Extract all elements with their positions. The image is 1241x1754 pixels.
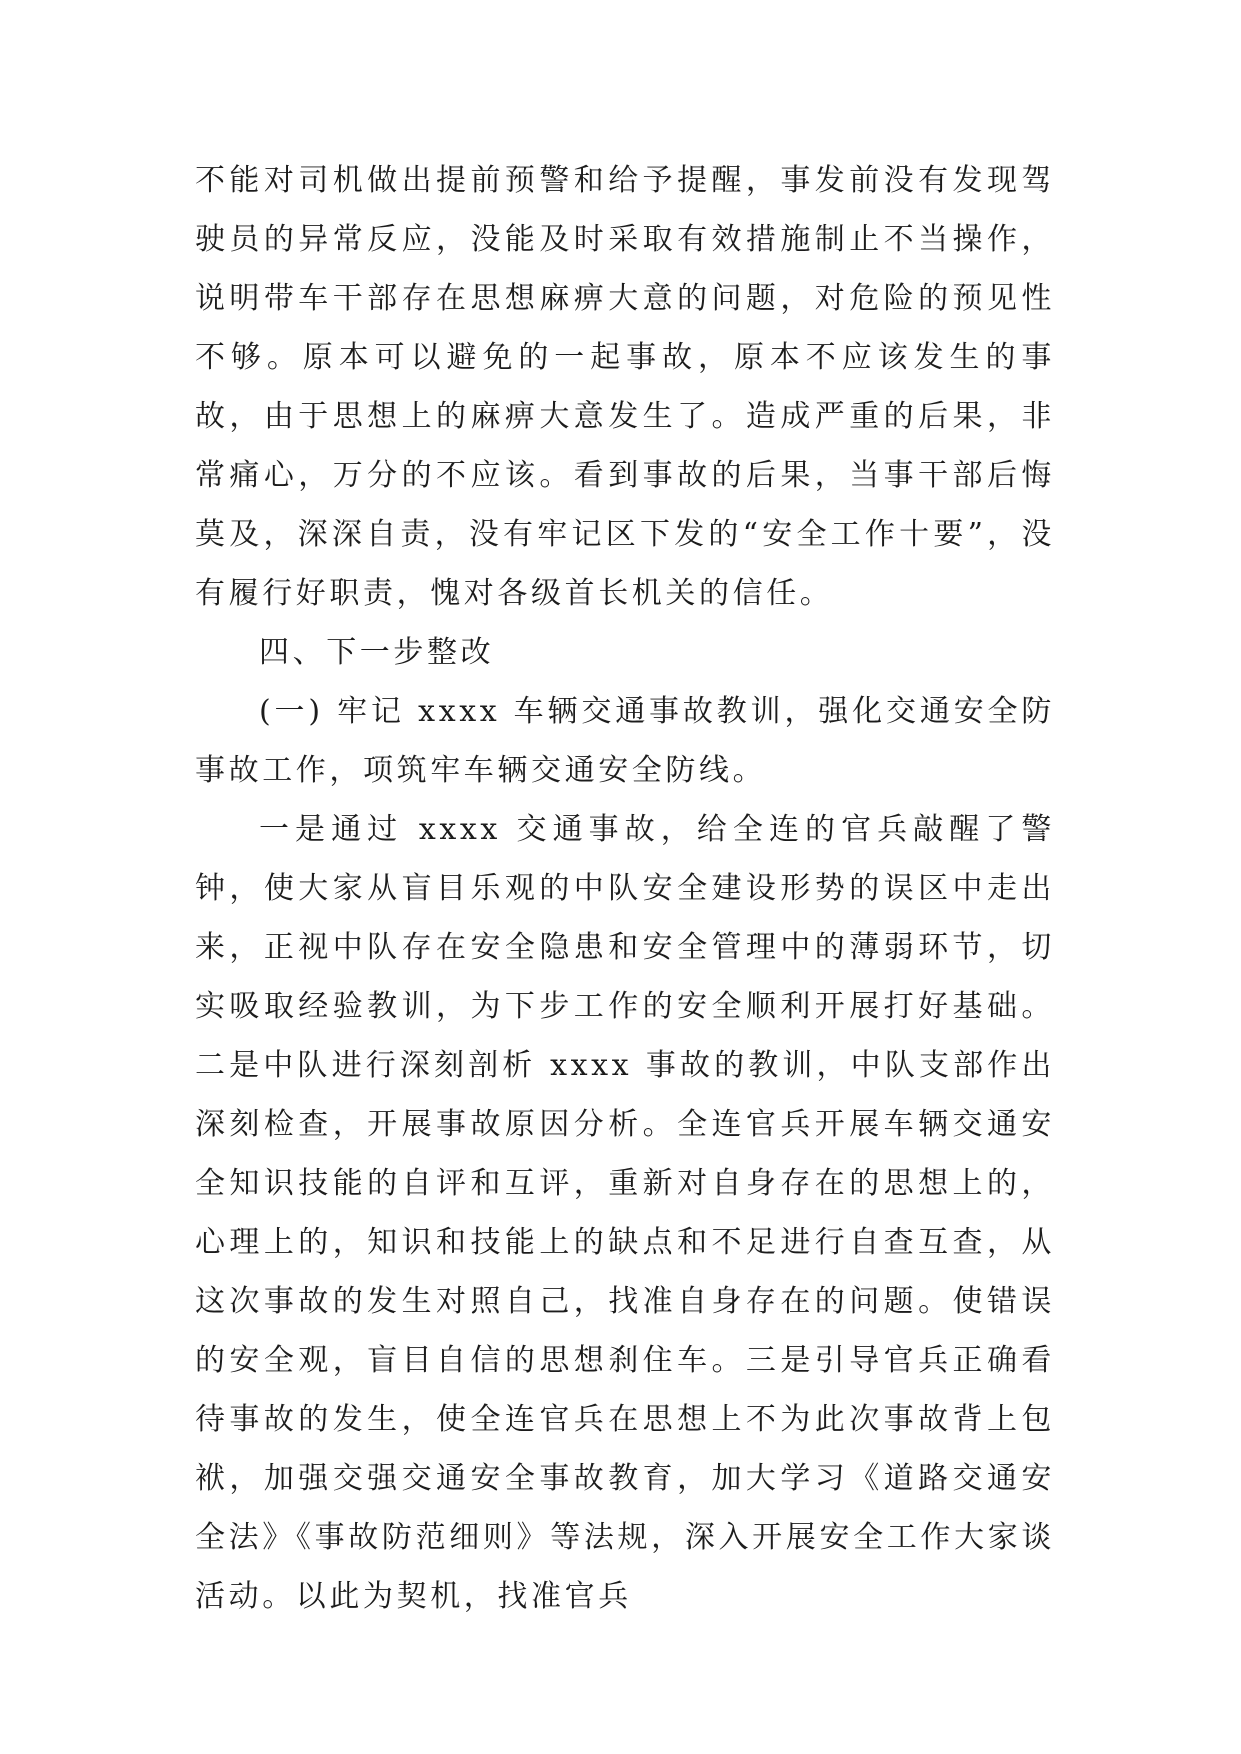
subsection-heading: (一) 牢记 xxxx 车辆交通事故教训，强化交通安全防事故工作，项筑牢车辆交通安全防线。: [195, 694, 1055, 788]
document-body: [195, 151, 1055, 1626]
paragraph-continuation: 不能对司机做出提前预警和给予提醒，事发前没有发现驾驶员的异常反应，没能及时采取有效措施制止不当操作，说明带车干部存在思想麻痹大意的问题，对危险的预见性不够。原本可以避免的一起事故，原本不应该发生的事故，由于思想上的麻痹大意发生了。造成严重的后果，非常痛心，万分的不应该。看到事故的后果，当事干部后悔莫及，深深自责，没有牢记区下发的“安全工作十要”，没有履行好职责，愧对各级首长机关的信任。: [195, 163, 1055, 611]
section-heading: 四、下一步整改: [259, 635, 495, 670]
paragraph-body: 一是通过 xxxx 交通事故，给全连的官兵敲醒了警钟，使大家从盲目乐观的中队安全建设形势的误区中走出来，正视中队存在安全隐患和安全管理中的薄弱环节，切实吸取经验教训，为下步工作的安全顺利开展打好基础。二是中队进行深刻剖析 xxxx 事故的教训，中队支部作出深刻检查，开展事故原因分析。全连官兵开展车辆交通安全知识技能的自评和互评，重新对自身存在的思想上的，心理上的，知识和技能上的缺点和不足进行自查互查，从这次事故的发生对照自己，找准自身存在的问题。使错误的安全观，盲目自信的思想刹住车。三是引导官兵正确看待事故的发生，使全连官兵在思想上不为此次事故背上包袱，加强交强交通安全事故教育，加大学习《道路交通安全法》《事故防范细则》等法规，深入开展安全工作大家谈活动。以此为契机，找准官兵: [195, 812, 1055, 1614]
